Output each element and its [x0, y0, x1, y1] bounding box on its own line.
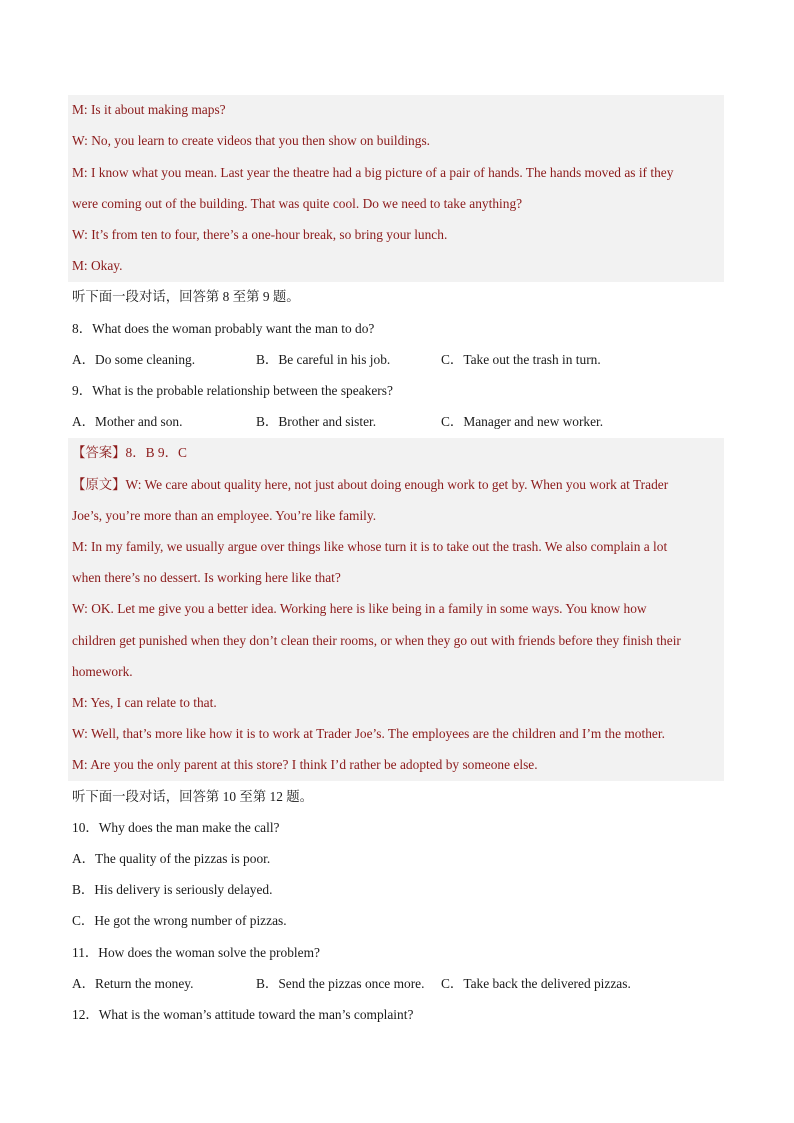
transcript-line: 【原文】W: We care about quality here, not just about doing enough work to get by. When you work at Trader	[72, 477, 669, 492]
question-9: 9．What is the probable relationship between the speakers?	[72, 383, 393, 398]
option-b: B．Send the pizzas once more.	[256, 976, 425, 991]
transcript-line: children get punished when they don’t clean their rooms, or when they go out with friends before they finish their	[72, 633, 681, 648]
option-c: C．Take back the delivered pizzas.	[441, 976, 631, 991]
section-instruction: 听下面一段对话，回答第 8 至第 9 题。	[72, 289, 300, 304]
option-a: A．The quality of the pizzas is poor.	[72, 851, 271, 866]
question-8: 8．What does the woman probably want the man to do?	[72, 321, 375, 336]
transcript-line: M: Is it about making maps?	[72, 102, 226, 117]
question-12: 12．What is the woman’s attitude toward the man’s complaint?	[72, 1007, 414, 1022]
option-c: C．Manager and new worker.	[441, 414, 604, 429]
option-a: A．Mother and son.	[72, 414, 183, 429]
transcript-line: were coming out of the building. That was quite cool. Do we need to take anything?	[72, 196, 523, 211]
transcript-line: W: Well, that’s more like how it is to work at Trader Joe’s. The employees are the children and I’m the mother.	[72, 726, 665, 741]
transcript-line: W: It’s from ten to four, there’s a one-hour break, so bring your lunch.	[72, 227, 448, 242]
transcript-line: M: Yes, I can relate to that.	[72, 695, 217, 710]
transcript-line: homework.	[72, 664, 133, 679]
section-instruction: 听下面一段对话，回答第 10 至第 12 题。	[72, 789, 314, 804]
option-a: A．Return the money.	[72, 976, 194, 991]
transcript-block-1	[68, 95, 724, 282]
transcript-line: Joe’s, you’re more than an employee. You’re like family.	[72, 508, 377, 523]
transcript-line: W: No, you learn to create videos that you then show on buildings.	[72, 133, 431, 148]
question-10: 10．Why does the man make the call?	[72, 820, 280, 835]
transcript-line: M: I know what you mean. Last year the theatre had a big picture of a pair of hands. The hands moved as if they	[72, 165, 674, 180]
question-11: 11．How does the woman solve the problem?	[72, 945, 320, 960]
option-a: A．Do some cleaning.	[72, 352, 196, 367]
option-c: C．Take out the trash in turn.	[441, 352, 601, 367]
option-b: B．Be careful in his job.	[256, 352, 391, 367]
answer-key: 【答案】8．B 9．C	[72, 445, 187, 460]
option-c: C．He got the wrong number of pizzas.	[72, 913, 287, 928]
option-b: B．Brother and sister.	[256, 414, 377, 429]
transcript-line: M: Okay.	[72, 258, 123, 273]
option-b: B．His delivery is seriously delayed.	[72, 882, 273, 897]
transcript-line: W: OK. Let me give you a better idea. Working here is like being in a family in some ways. You know how	[72, 601, 647, 616]
transcript-line: when there’s no dessert. Is working here like that?	[72, 570, 341, 585]
transcript-line: M: In my family, we usually argue over things like whose turn it is to take out the trash. We also complain a lot	[72, 539, 668, 554]
transcript-line: M: Are you the only parent at this store? I think I’d rather be adopted by someone else.	[72, 757, 538, 772]
